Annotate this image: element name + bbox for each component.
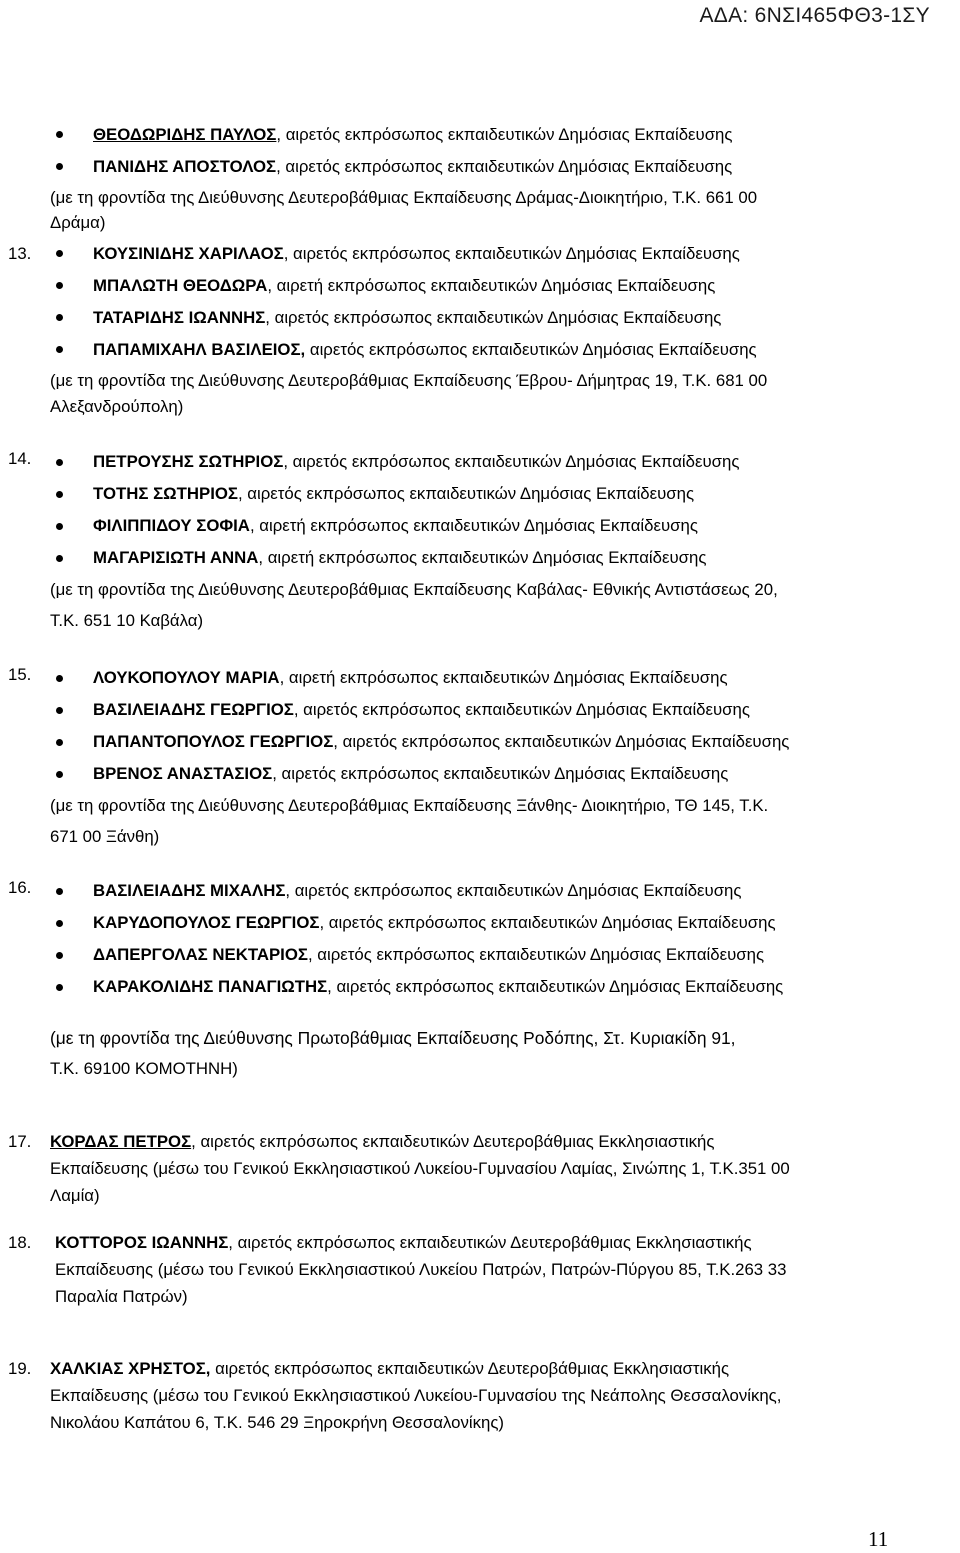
member-name: ΘΕΟΔΩΡΙΔΗΣ ΠΑΥΛΟΣ [93,125,277,144]
bullet-icon [56,555,63,562]
member-name: ΠΑΝΙΔΗΣ ΑΠΟΣΤΟΛΟΣ [93,157,277,176]
member-role: αιρετός εκπρόσωπος εκπαιδευτικών Δημόσιας Εκπαίδευσης [305,340,757,359]
care-line: Τ.Κ. 651 10 Καβάλα) [50,611,204,630]
bullet-icon [56,491,63,498]
paragraph-line: Παραλία Πατρών) [55,1287,188,1306]
member-name: ΔΑΠΕΡΓΟΛΑΣ ΝΕΚΤΑΡΙΟΣ [93,945,308,964]
paragraph-line: Εκπαίδευσης (μέσω του Γενικού Εκκλησιαστικού Λυκείου-Γυμνασίου της Νεάπολης Θεσσαλονίκης, [50,1386,782,1405]
member-role: , αιρετός εκπρόσωπος εκπαιδευτικών Δημόσιας Εκπαίδευσης [283,244,740,263]
member-role: , αιρετός εκπρόσωπος εκπαιδευτικών Δημόσιας Εκπαίδευσης [276,125,733,144]
member-role: , αιρετή εκπρόσωπος εκπαιδευτικών Δημόσιας Εκπαίδευσης [258,548,707,567]
item-number: 16. [8,878,32,897]
entry-role: αιρετός εκπρόσωπος εκπαιδευτικών Δευτεροβάθμιας Εκκλησιαστικής [210,1359,730,1378]
member-line [93,484,694,504]
member-line [93,276,715,296]
member-name: ΤΑΤΑΡΙΔΗΣ ΙΩΑΝΝΗΣ [93,308,266,327]
care-line: (με τη φροντίδα της Διεύθυνσης Δευτεροβάθμιας Εκπαίδευσης Καβάλας- Εθνικής Αντιστάσεως 20, [50,580,778,599]
member-name: ΛΟΥΚΟΠΟΥΛΟΥ ΜΑΡΙΑ [93,668,280,687]
paragraph-line [50,1359,729,1379]
bullet-icon [56,459,63,466]
member-role: , αιρετός εκπρόσωπος εκπαιδευτικών Δημόσιας Εκπαίδευσης [237,484,695,503]
member-name: ΚΑΡΑΚΟΛΙΔΗΣ ΠΑΝΑΓΙΩΤΗΣ [93,977,328,996]
member-role: , αιρετή εκπρόσωπος εκπαιδευτικών Δημόσιας Εκπαίδευσης [279,668,728,687]
entry-name: ΚΟΡΔΑΣ ΠΕΤΡΟΣ [50,1132,192,1151]
member-name: ΠΕΤΡΟΥΣΗΣ ΣΩΤΗΡΙΟΣ [93,452,284,471]
bullet-icon [56,675,63,682]
member-name: ΜΠΑΛΩΤΗ ΘΕΟΔΩΡΑ [93,276,268,295]
member-role: , αιρετός εκπρόσωπος εκπαιδευτικών Δημόσιας Εκπαίδευσης [293,700,750,719]
member-name: ΦΙΛΙΠΠΙΔΟΥ ΣΟΦΙΑ [93,516,250,535]
member-name: ΠΑΠΑΜΙΧΑΗΛ ΒΑΣΙΛΕΙΟΣ, [93,340,306,359]
member-role: , αιρετός εκπρόσωπος εκπαιδευτικών Δημόσιας Εκπαίδευσης [327,977,784,996]
member-name: ΚΟΥΣΙΝΙΔΗΣ ΧΑΡΙΛΑΟΣ [93,244,284,263]
member-role: , αιρετή εκπρόσωπος εκπαιδευτικών Δημόσιας Εκπαίδευσης [267,276,716,295]
care-line: (με τη φροντίδα της Διεύθυνσης Δευτεροβάθμιας Εκπαίδευσης Έβρου- Δήμητρας 19, Τ.Κ. 681 00 [50,371,768,390]
item-number: 19. [8,1359,32,1378]
item-number: 18. [8,1233,32,1252]
member-name: ΚΑΡΥΔΟΠΟΥΛΟΣ ΓΕΩΡΓΙΟΣ [93,913,320,932]
bullet-icon [56,163,63,170]
member-line [93,945,764,965]
bullet-icon [56,888,63,895]
member-role: , αιρετός εκπρόσωπος εκπαιδευτικών Δημόσιας Εκπαίδευσης [276,157,733,176]
item-number: 14. [8,449,32,468]
paragraph-line [50,1132,960,1152]
page-number: 11 [868,1527,889,1551]
member-role: , αιρετός εκπρόσωπος εκπαιδευτικών Δημόσιας Εκπαίδευσης [333,732,790,751]
entry-name: ΚΟΤΤΟΡΟΣ ΙΩΑΝΝΗΣ [55,1233,229,1252]
member-line [93,700,750,720]
member-name: ΜΑΓΑΡΙΣΙΩΤΗ ΑΝΝΑ [93,548,259,567]
member-line [93,308,721,328]
member-name: ΒΡΕΝΟΣ ΑΝΑΣΤΑΣΙΟΣ [93,764,273,783]
bullet-icon [56,952,63,959]
member-role: , αιρετός εκπρόσωπος εκπαιδευτικών Δημόσιας Εκπαίδευσης [319,913,776,932]
care-line: Δράμα) [50,213,106,232]
bullet-icon [56,523,63,530]
member-line [93,125,732,145]
member-name: ΤΟΤΗΣ ΣΩΤΗΡΙΟΣ [93,484,238,503]
member-name: ΒΑΣΙΛΕΙΑΔΗΣ ΓΕΩΡΓΙΟΣ [93,700,294,719]
member-role: , αιρετή εκπρόσωπος εκπαιδευτικών Δημόσιας Εκπαίδευσης [249,516,698,535]
paragraph-line [55,1233,752,1253]
member-line [93,668,728,688]
member-role: , αιρετός εκπρόσωπος εκπαιδευτικών Δημόσιας Εκπαίδευσης [307,945,765,964]
bullet-icon [56,920,63,927]
paragraph-line: Εκπαίδευσης (μέσω του Γενικού Εκκλησιαστικού Λυκείου-Γυμνασίου Λαμίας, Σινώπης 1, Τ.Κ.351 00 [50,1159,790,1178]
member-role: , αιρετός εκπρόσωπος εκπαιδευτικών Δημόσιας Εκπαίδευσης [265,308,722,327]
member-line [93,977,783,997]
member-line [93,340,757,360]
bullet-icon [56,984,63,991]
member-line [93,548,706,568]
member-name: ΒΑΣΙΛΕΙΑΔΗΣ ΜΙΧΑΛΗΣ [93,881,286,900]
member-role: , αιρετός εκπρόσωπος εκπαιδευτικών Δημόσιας Εκπαίδευσης [285,881,742,900]
member-role: , αιρετός εκπρόσωπος εκπαιδευτικών Δημόσιας Εκπαίδευσης [272,764,729,783]
member-line [93,452,739,472]
paragraph-line: Εκπαίδευσης (μέσω του Γενικού Εκκλησιαστικού Λυκείου Πατρών, Πατρών-Πύργου 85, Τ.Κ.263 33 [55,1260,787,1279]
entry-role: , αιρετός εκπρόσωπος εκπαιδευτικών Δευτεροβάθμιας Εκκλησιαστικής [228,1233,752,1252]
bullet-icon [56,346,63,353]
bullet-icon [56,250,63,257]
item-number: 17. [8,1132,32,1151]
bullet-icon [56,131,63,138]
bullet-icon [56,739,63,746]
member-line [93,913,776,933]
member-role: , αιρετός εκπρόσωπος εκπαιδευτικών Δημόσιας Εκπαίδευσης [283,452,740,471]
paragraph-first-line [50,1132,714,1152]
entry-role: , αιρετός εκπρόσωπος εκπαιδευτικών Δευτεροβάθμιας Εκκλησιαστικής [191,1132,715,1151]
member-line [93,732,789,752]
care-line: Τ.Κ. 69100 ΚΟΜΟΤΗΝΗ) [50,1059,238,1078]
member-line [93,244,740,264]
bullet-icon [56,282,63,289]
care-line: (με τη φροντίδα της Διεύθυνσης Πρωτοβάθμιας Εκπαίδευσης Ροδόπης, Στ. Κυριακίδη 91, [50,1028,736,1048]
member-name: ΠΑΠΑΝΤΟΠΟΥΛΟΣ ΓΕΩΡΓΙΟΣ [93,732,334,751]
care-line: Αλεξανδρούπολη) [50,397,184,416]
paragraph-line: Λαμία) [50,1186,100,1205]
member-line [93,764,728,784]
care-line: (με τη φροντίδα της Διεύθυνσης Δευτεροβάθμιας Εκπαίδευσης Ξάνθης- Διοικητήριο, ΤΘ 145, Τ.Κ. [50,796,769,815]
item-number: 13. [8,244,32,263]
item-number: 15. [8,665,32,684]
member-line [93,157,732,177]
ada-header: ΑΔΑ: 6ΝΣΙ465ΦΘ3-1ΣΥ [699,4,930,27]
member-line [93,516,698,536]
member-line [93,881,741,901]
bullet-icon [56,771,63,778]
care-line: 671 00 Ξάνθη) [50,827,160,846]
bullet-icon [56,707,63,714]
paragraph-line: Νικολάου Καπάτου 6, Τ.Κ. 546 29 Ξηροκρήνη Θεσσαλονίκης) [50,1413,504,1432]
care-line: (με τη φροντίδα της Διεύθυνσης Δευτεροβάθμιας Εκπαίδευσης Δράμας-Διοικητήριο, Τ.Κ. 661 00 [50,188,758,207]
bullet-icon [56,314,63,321]
entry-name: ΧΑΛΚΙΑΣ ΧΡΗΣΤΟΣ, [50,1359,211,1378]
